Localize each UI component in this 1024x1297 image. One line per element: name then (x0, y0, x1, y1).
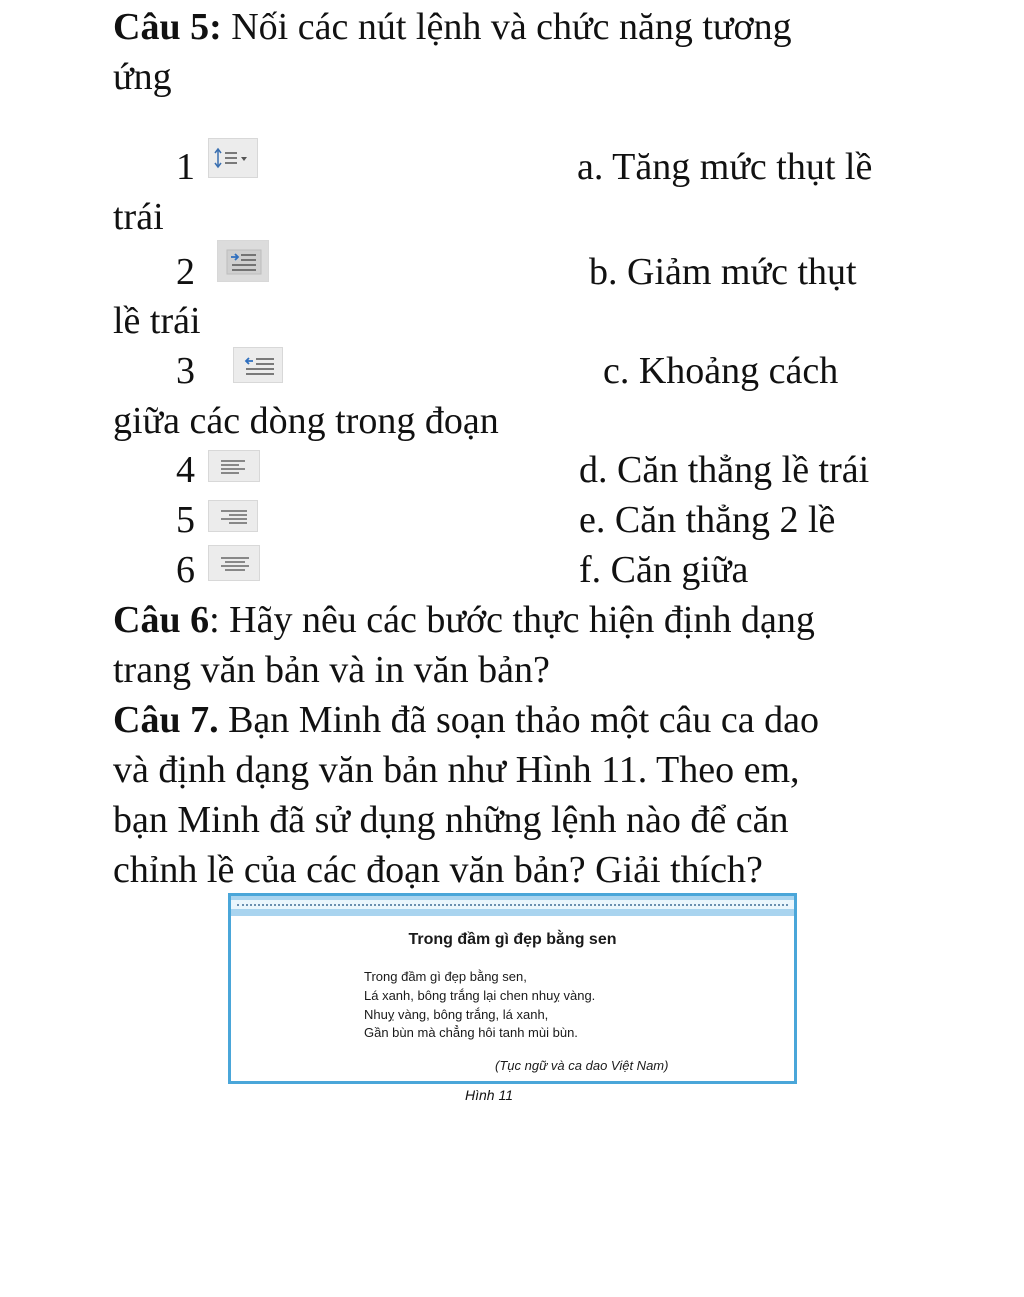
q5-text-2: ứng (113, 56, 172, 98)
q7-text-2: và định dạng văn bản như Hình 11. Theo em, (113, 749, 800, 791)
q5-line-1 (113, 8, 792, 46)
option-a-line-1: a. Tăng mức thụt lề (577, 146, 873, 188)
poem-line-4: Gần bùn mà chẳng hôi tanh mùi bùn. (364, 1025, 578, 1040)
figure-caption: Hình 11 (465, 1087, 513, 1103)
q5-text-1: Nối các nút lệnh và chức năng tương (221, 6, 792, 48)
poem-line-1: Trong đầm gì đẹp bằng sen, (364, 969, 527, 984)
q6-label: Câu 6 (113, 599, 210, 641)
poem-line-3: Nhuỵ vàng, bông trắng, lá xanh, (364, 1007, 549, 1022)
q7-text-1: Bạn Minh đã soạn thảo một câu ca dao (218, 699, 820, 741)
align-center-icon[interactable] (208, 545, 260, 581)
figure-11 (228, 893, 797, 1084)
item-number-5: 5 (176, 499, 195, 541)
q6-text-1: : Hãy nêu các bước thực hiện định dạng (209, 599, 815, 641)
decrease-indent-icon[interactable] (233, 347, 283, 383)
poem-source: (Tục ngữ và ca dao Việt Nam) (495, 1058, 669, 1073)
q7-label: Câu 7. (113, 699, 219, 741)
item-number-4: 4 (176, 449, 195, 491)
item-number-3: 3 (176, 350, 195, 392)
option-e: e. Căn thẳng 2 lề (579, 499, 836, 541)
q7-text-4: chỉnh lề của các đoạn văn bản? Giải thích? (113, 849, 763, 891)
option-f: f. Căn giữa (579, 549, 749, 591)
line-spacing-icon[interactable] (208, 138, 258, 178)
item-number-6: 6 (176, 549, 195, 591)
item-number-1: 1 (176, 146, 195, 188)
align-left-icon[interactable] (208, 450, 260, 482)
poem-line-2: Lá xanh, bông trắng lại chen nhuỵ vàng. (364, 988, 596, 1003)
poem-title: Trong đầm gì đẹp bằng sen (408, 931, 617, 948)
q7-text-3: bạn Minh đã sử dụng những lệnh nào để căn (113, 799, 789, 841)
option-b-line-2: lề trái (113, 300, 201, 342)
q6-line-1 (113, 601, 815, 639)
option-c-line-2: giữa các dòng trong đoạn (113, 400, 499, 442)
align-right-icon[interactable] (208, 500, 258, 532)
increase-indent-icon[interactable] (217, 240, 269, 282)
option-d: d. Căn thẳng lề trái (579, 449, 870, 491)
ruler-ticks (237, 904, 788, 906)
option-b-line-1: b. Giảm mức thụt (589, 251, 857, 293)
q6-text-2: trang văn bản và in văn bản? (113, 649, 550, 691)
q7-line-1 (113, 701, 819, 739)
option-c-line-1: c. Khoảng cách (603, 350, 839, 392)
q5-label: Câu 5: (113, 6, 222, 48)
item-number-2: 2 (176, 251, 195, 293)
ruler (231, 896, 794, 916)
option-a-line-2: trái (113, 196, 164, 238)
